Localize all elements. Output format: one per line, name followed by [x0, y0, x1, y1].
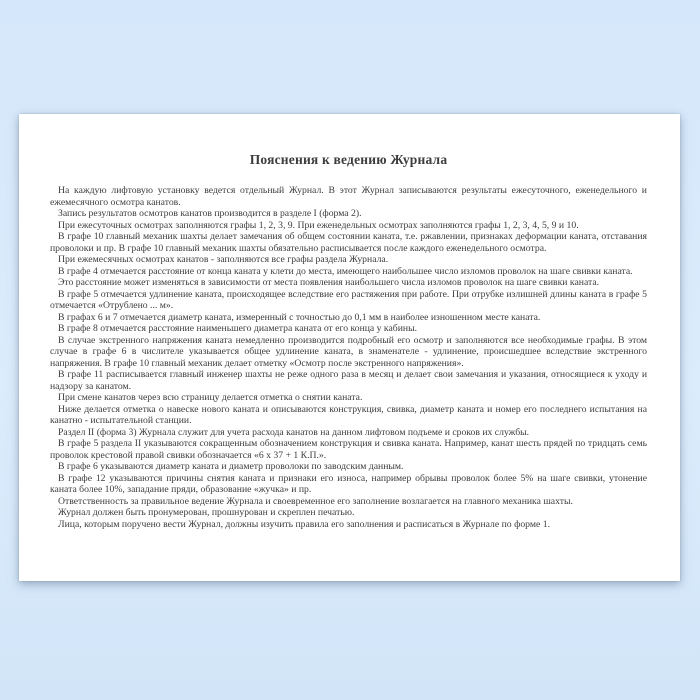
paragraph: На каждую лифтовую установку ведется отдельный Журнал. В этот Журнал записываются результаты ежесуточного, еженедельного и ежемесячного осмотра канатов. [50, 185, 647, 208]
paragraph: Ниже делается отметка о навеске нового каната и описываются конструкция, свивка, диаметр каната и номер его последнего испытания на канатно - испытательной станции. [50, 403, 647, 426]
paragraph: Это расстояние может изменяться в зависимости от места появления наибольшего числа изломов проволок на шаге свивки каната. [58, 277, 600, 288]
paragraph: При ежесуточных осмотрах заполняются графы 1, 2, 3, 9. При еженедельных осмотрах заполняются графы 1, 2, 3, 4, 5, 9 и 10. [58, 219, 579, 231]
paragraph: В графе 4 отмечается расстояние от конца каната у клети до места, имеющего наибольшее число изломов проволок на шаге свивки каната. [58, 265, 633, 277]
paragraph: Запись результатов осмотров канатов производится в разделе I (форма 2). [58, 208, 362, 219]
paragraph: В графе 12 указываются причины снятия каната и признаки его износа, например обрывы проволок более 5% на шаге свивки, утонение каната более 10%, западание пряди, образование «жучка» и пр. [50, 472, 647, 495]
paragraph: При смене канатов через всю страницу делается отметка о снятии каната. [58, 392, 363, 403]
paragraph: При ежемесячных осмотрах канатов - заполняются все графы раздела Журнала. [58, 254, 389, 265]
paragraph: В графе 5 отмечается удлинение каната, происходящее вследствие его растяжения при работе. При отрубке излишней длины каната в графе 5 отмечается «Отрублено ... м». [50, 288, 647, 311]
paragraph: В случае экстренного напряжения каната немедленно производится подробный его осмотр и заполняются все необходимые графы. В этом случае в графе 6 в числителе указывается общее удлинение каната, в знаменателе - удлинение, происшедшее вследствие экстренного напряжения. В графе 10 главный механик делает отметку «Осмотр после экстренного напряжения». [50, 334, 647, 369]
paragraph: В графе 6 указываются диаметр каната и диаметр проволоки по заводским данным. [58, 461, 404, 472]
paragraph: В графах 6 и 7 отмечается диаметр каната, измеренный с точностью до 0,1 мм в наиболее изношенном месте каната. [58, 311, 541, 323]
document-title: Пояснения к ведению Журнала [249, 152, 448, 167]
paragraph: В графе 8 отмечается расстояние наименьшего диаметра каната от его конца у кабины. [58, 323, 418, 334]
document-page [19, 114, 680, 581]
paragraph: Лица, которым поручено вести Журнал, должны изучить правила его заполнения и расписаться в Журнале по форме 1. [58, 518, 551, 530]
paragraph: В графе 10 главный механик шахты делает замечания об общем состоянии каната, т.е. ржавлении, признаках деформации каната, отставания проволоки и пр. В графе 10 главный механик шахты обязательно расписывается после каждого еженедельного осмотра. [50, 231, 647, 254]
paragraph: Раздел II (форма 3) Журнала служит для учета расхода канатов на данном лифтовом подъеме и сроков их службы. [58, 426, 530, 438]
document-body [50, 185, 647, 530]
paragraph: В графе 5 раздела II указываются сокращенным обозначением конструкция и свивка каната. Например, канат шесть прядей по тридцать семь проволок крестовой правой свивки обозначается «6 х 37 + 1 К.П.». [50, 438, 647, 461]
paragraph: Ответственность за правильное ведение Журнала и своевременное его заполнение возлагается на главного механика шахты. [58, 495, 573, 507]
paragraph: Журнал должен быть пронумерован, прошнурован и скреплен печатью. [58, 507, 355, 518]
paragraph: В графе 11 расписывается главный инженер шахты не реже одного раза в месяц и делает свои замечания и указания, относящиеся к уходу и надзору за канатом. [50, 369, 647, 392]
